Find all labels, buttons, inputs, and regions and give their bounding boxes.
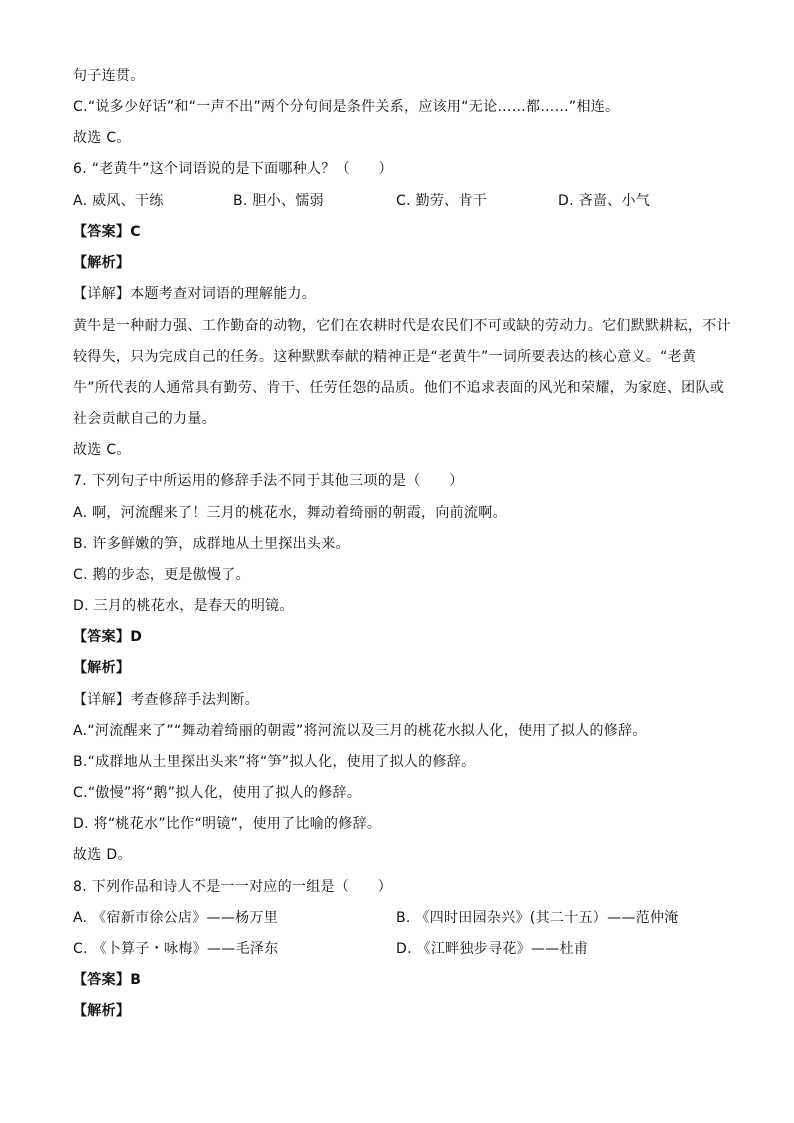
q8-option-b: B. 《四时田园杂兴》(其二十五）——范仲淹 — [396, 910, 679, 926]
analysis-label: 【解析】 — [73, 1003, 131, 1019]
text-line: 较得失，只为完成自己的任务。这种默默奉献的精神正是“老黄牛”一词所要表达的核心意义。“老黄 — [73, 349, 697, 365]
analysis-label: 【解析】 — [73, 660, 131, 676]
answer-label: 【答案】D — [73, 629, 143, 645]
text-line: B.“成群地从土里探出头来”将“笋”拟人化，使用了拟人的修辞。 — [73, 754, 476, 770]
q6-option-b: B. 胆小、懦弱 — [233, 193, 324, 209]
text-line: C.“说多少好话”和“一声不出”两个分句间是条件关系，应该用“无论……都……”相连。 — [73, 99, 620, 115]
q7-option-d: D. 三月的桃花水，是春天的明镜。 — [73, 598, 294, 614]
text-line: C.“傲慢”将“鹅”拟人化，使用了拟人的修辞。 — [73, 785, 362, 801]
text-line: 牛”所代表的人通常具有勤劳、肯干、任劳任怨的品质。他们不追求表面的风光和荣耀，为家庭、团队或 — [73, 380, 725, 396]
question-6: 6. “老黄牛”这个词语说的是下面哪种人？（ ） — [73, 161, 393, 177]
text-line: D. 将“桃花水”比作“明镜”，使用了比喻的修辞。 — [73, 816, 382, 832]
detail-line: 【详解】本题考查对词语的理解能力。 — [73, 286, 317, 302]
text-line: 黄牛是一种耐力强、工作勤奋的动物，它们在农耕时代是农民们不可或缺的劳动力。它们默默耕耘，不计 — [73, 318, 731, 334]
q8-option-d: D. 《江畔独步寻花》——杜甫 — [396, 941, 589, 957]
q7-option-b: B. 许多鲜嫩的笋，成群地从土里探出头来。 — [73, 536, 350, 552]
text-line: A.“河流醒来了”“舞动着绮丽的朝霞”将河流以及三月的桃花水拟人化，使用了拟人的修辞。 — [73, 723, 647, 739]
analysis-label: 【解析】 — [73, 255, 131, 271]
q8-option-c: C. 《卜算子・咏梅》——毛泽东 — [73, 941, 279, 957]
q6-option-a: A. 威风、干练 — [73, 193, 164, 209]
text-line: 故选 C。 — [73, 130, 131, 146]
q6-option-c: C. 勤劳、肯干 — [396, 193, 488, 209]
q8-option-a: A. 《宿新市徐公店》——杨万里 — [73, 910, 279, 926]
q7-option-a: A. 啊，河流醒来了！三月的桃花水，舞动着绮丽的朝霞，向前流啊。 — [73, 505, 507, 521]
detail-line: 【详解】考查修辞手法判断。 — [73, 692, 259, 708]
text-line: 句子连贯。 — [73, 68, 145, 84]
question-7: 7. 下列句子中所运用的修辞手法不同于其他三项的是（ ） — [73, 473, 464, 489]
text-line: 社会贡献自己的力量。 — [73, 411, 216, 427]
text-line: 故选 C。 — [73, 442, 131, 458]
q7-option-c: C. 鹅的步态，更是傲慢了。 — [73, 567, 250, 583]
question-8: 8. 下列作品和诗人不是一一对应的一组是（ ） — [73, 879, 393, 895]
text-line: 故选 D。 — [73, 847, 132, 863]
q6-option-d: D. 吝啬、小气 — [558, 193, 651, 209]
answer-label: 【答案】B — [73, 972, 142, 988]
answer-label: 【答案】C — [73, 224, 141, 240]
